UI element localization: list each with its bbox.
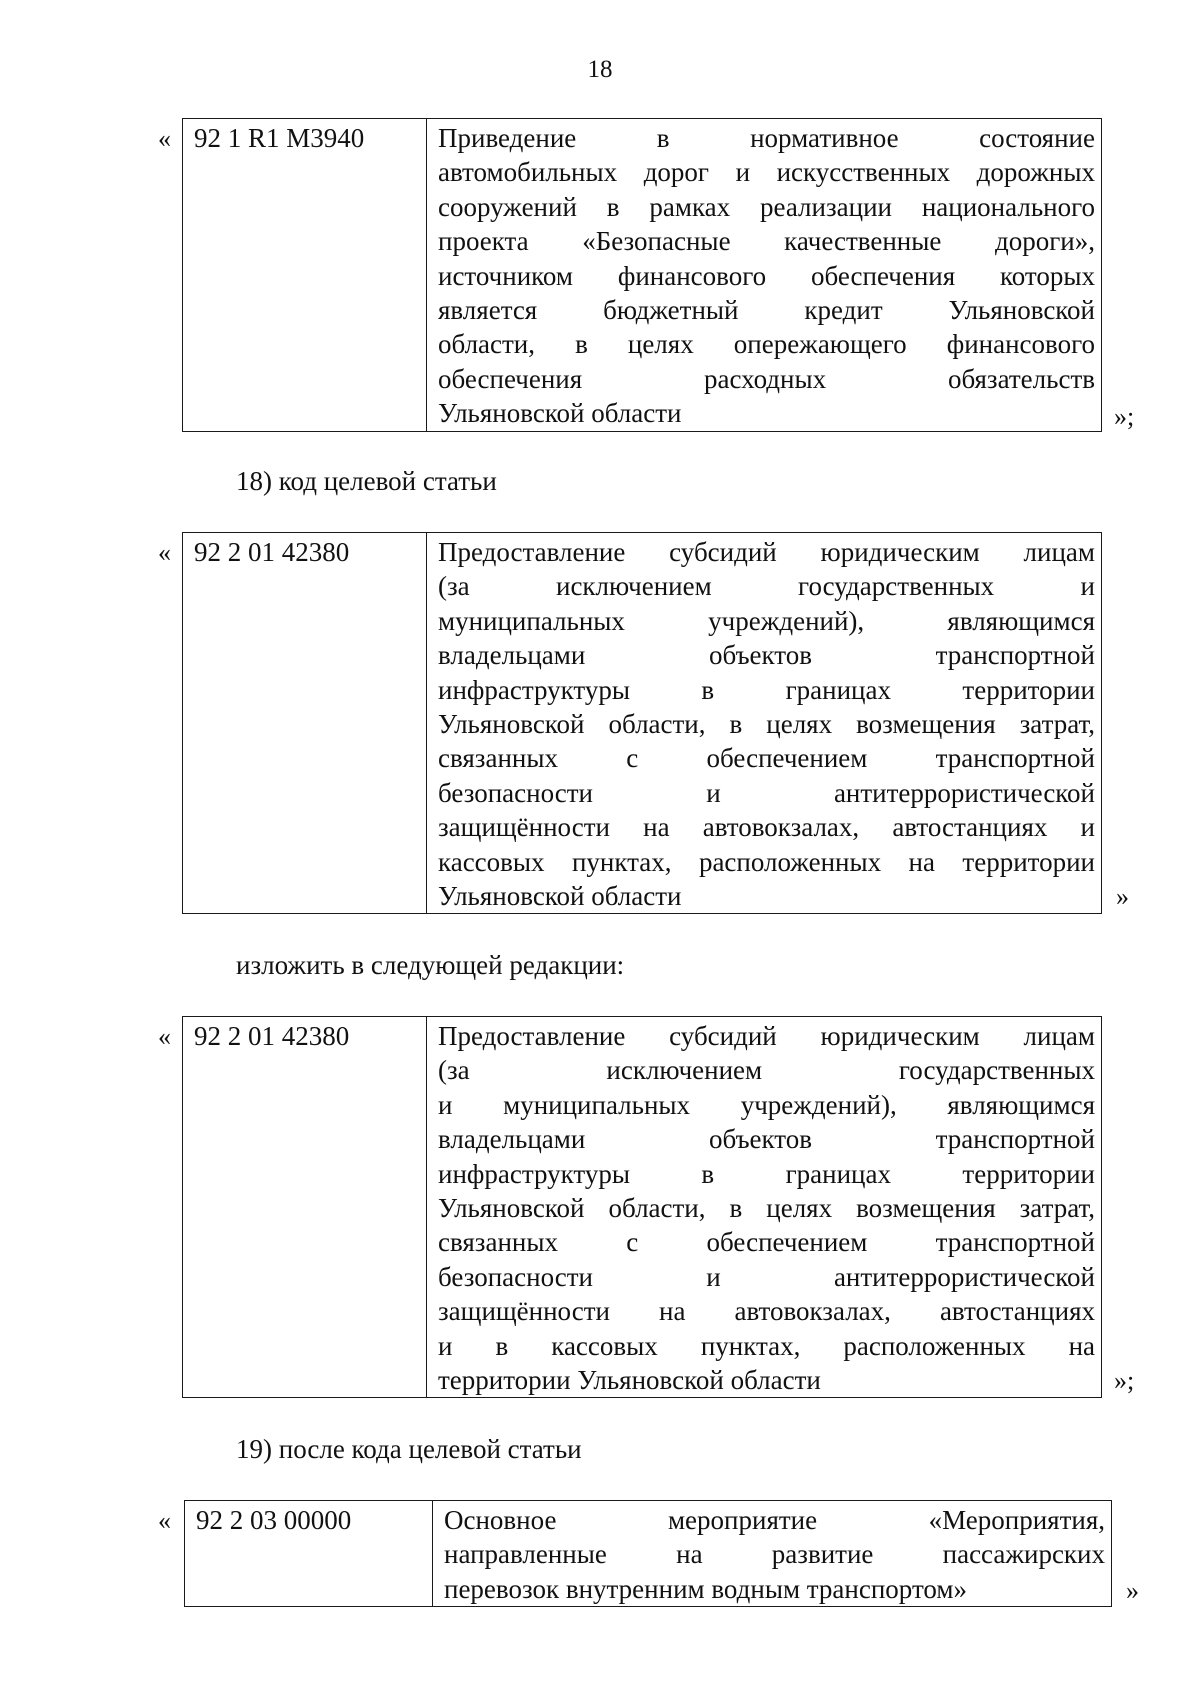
target-description [427,1017,1102,1398]
description-line: муниципальных учреждений), являющимся [438,605,1095,636]
page-number: 18 [587,56,613,83]
description-line: защищённости на автовокзалах, автостанциях и [438,812,1095,843]
entry-table [184,1500,1112,1607]
description-line: Приведение в нормативное состояние [438,123,1095,153]
opening-quote: « [158,124,171,153]
description-line: инфраструктуры в границах территории [438,1158,1095,1189]
description-line: является бюджетный кредит Ульяновской [438,295,1095,326]
entry-table [182,532,1102,914]
description-line: области, в целях опережающего финансового [438,329,1095,360]
description-line: Ульяновской области [438,881,682,912]
description-line: и муниципальных учреждений), являющимся [438,1089,1095,1120]
target-description [427,533,1102,914]
description-line: проекта «Безопасные качественные дороги», [438,226,1095,257]
closing-quote: »; [1114,402,1135,431]
target-code: 92 2 01 42380 [183,533,427,914]
description-line: связанных с обеспечением транспортной [438,1227,1095,1258]
description-line: Ульяновской области, в целях возмещения затрат, [438,709,1095,740]
description-line: Основное мероприятие «Мероприятия, [444,1505,1105,1535]
description-line: Предоставление субсидий юридическим лицам [438,537,1095,567]
closing-quote: » [1126,1576,1139,1605]
description-line: защищённости на автовокзалах, автостанциях [438,1296,1095,1327]
entry-table [182,1016,1102,1398]
description-line: источником финансового обеспечения которых [438,260,1095,291]
target-description [427,119,1102,432]
description-line: направленные на развитие пассажирских [444,1539,1105,1570]
paragraph-item-19: 19) после кода целевой статьи [236,1434,582,1464]
description-line: безопасности и антитеррористической [438,1261,1095,1292]
description-line: связанных с обеспечением транспортной [438,743,1095,774]
description-line: безопасности и антитеррористической [438,777,1095,808]
paragraph-item-18: 18) код целевой статьи [236,466,497,496]
target-code: 92 2 03 00000 [185,1501,433,1607]
paragraph-replace: изложить в следующей редакции: [236,950,625,980]
description-line: кассовых пунктах, расположенных на территории [438,846,1095,877]
closing-quote: »; [1114,1366,1135,1395]
opening-quote: « [158,538,171,567]
target-description [433,1501,1112,1607]
description-line: сооружений в рамках реализации национального [438,191,1095,222]
entry-table [182,118,1102,432]
description-line: обеспечения расходных обязательств [438,363,1095,394]
opening-quote: « [158,1022,171,1051]
description-line: (за исключением государственных и [438,571,1095,602]
description-line: инфраструктуры в границах территории [438,674,1095,705]
description-line: и в кассовых пунктах, расположенных на [438,1330,1095,1361]
target-code: 92 2 01 42380 [183,1017,427,1398]
description-line: Предоставление субсидий юридическим лицам [438,1021,1095,1051]
description-line: автомобильных дорог и искусственных дорожных [438,157,1095,188]
description-line: Ульяновской области [438,398,682,429]
description-line: владельцами объектов транспортной [438,640,1095,671]
description-line: территории Ульяновской области [438,1365,821,1396]
description-line: владельцами объектов транспортной [438,1124,1095,1155]
description-line: Ульяновской области, в целях возмещения затрат, [438,1193,1095,1224]
opening-quote: « [158,1506,171,1535]
description-line: перевозок внутренним водным транспортом» [444,1573,967,1604]
description-line: (за исключением государственных [438,1055,1095,1086]
target-code: 92 1 R1 M3940 [183,119,427,432]
closing-quote: » [1116,882,1129,911]
